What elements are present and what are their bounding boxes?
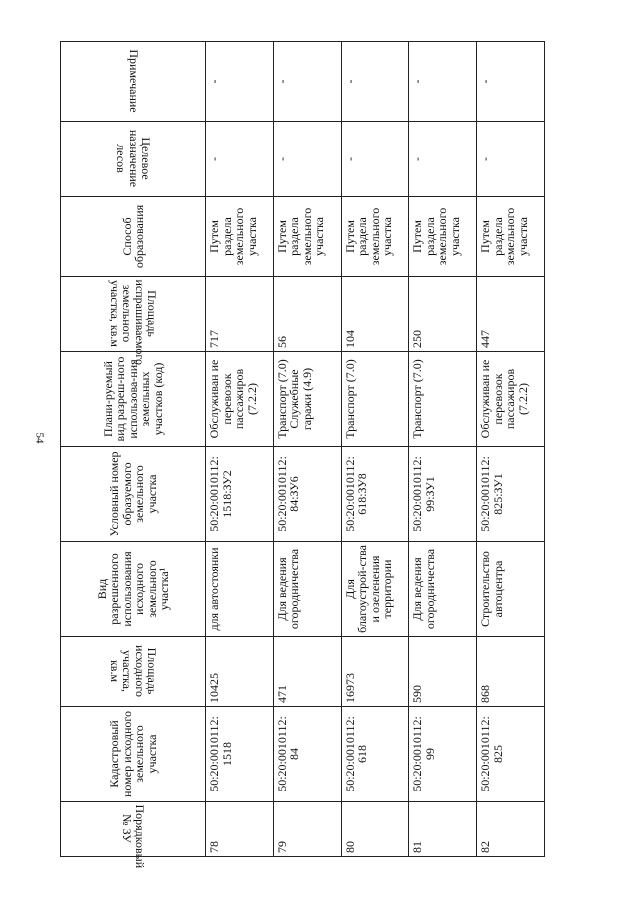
cell-cadastral: 50:20:0010112: 99 (409, 707, 477, 802)
cell-note: - (273, 42, 341, 122)
cell-method: Путем раздела земельного участка (273, 197, 341, 277)
cell-forest-purpose: - (409, 122, 477, 197)
col-header-note: Примечание (61, 42, 206, 122)
cell-forest-purpose: - (477, 122, 545, 197)
col-header-method: Способ образования (61, 197, 206, 277)
cell-conditional-number: 50:20:0010112: 84:ЗУ6 (273, 447, 341, 542)
cell-num: 80 (341, 802, 409, 857)
cell-cadastral: 50:20:0010112: 825 (477, 707, 545, 802)
cell-permitted-use: Для ведения огородничества (409, 542, 477, 637)
cell-conditional-number: 50:20:0010112: 1518:ЗУ2 (206, 447, 274, 542)
col-header-forest-purpose: Целевое назначение лесов (61, 122, 206, 197)
col-header-source-area: Площадь исходного участка, кв.м (61, 637, 206, 707)
cell-requested-area: 250 (409, 277, 477, 352)
col-header-num: Порядковый № ЗУ (61, 802, 206, 857)
cell-source-area: 590 (409, 637, 477, 707)
cell-source-area: 10425 (206, 637, 274, 707)
cell-method: Путем раздела земельного участка (206, 197, 274, 277)
col-header-cadastral: Кадастровый номер исходного земельного участка (61, 707, 206, 802)
cell-requested-area: 447 (477, 277, 545, 352)
cell-method: Путем раздела земельного участка (477, 197, 545, 277)
cell-method: Путем раздела земельного участка (341, 197, 409, 277)
cell-source-area: 471 (273, 637, 341, 707)
table-row (477, 42, 545, 857)
cell-cadastral: 50:20:0010112: 84 (273, 707, 341, 802)
cell-planned-use: Транспорт (7.0) (409, 352, 477, 447)
cell-permitted-use: Для ведения огородничества (273, 542, 341, 637)
cell-note: - (477, 42, 545, 122)
cell-source-area: 16973 (341, 637, 409, 707)
cell-note: - (206, 42, 274, 122)
cell-planned-use: Обслуживан ие перевозок пассажиров (7.2.2) (477, 352, 545, 447)
cell-num: 79 (273, 802, 341, 857)
cell-requested-area: 104 (341, 277, 409, 352)
cell-conditional-number: 50:20:0010112: 618:ЗУ8 (341, 447, 409, 542)
cell-planned-use: Транспорт (7.0) Служебные гаражи (4.9) (273, 352, 341, 447)
cell-permitted-use: для автостоянки (206, 542, 274, 637)
cell-cadastral: 50:20:0010112: 618 (341, 707, 409, 802)
cell-conditional-number: 50:20:0010112: 99:ЗУ1 (409, 447, 477, 542)
table-row (206, 42, 274, 857)
cell-num: 78 (206, 802, 274, 857)
cell-cadastral: 50:20:0010112: 1518 (206, 707, 274, 802)
header-row (61, 42, 206, 857)
cell-planned-use: Транспорт (7.0) (341, 352, 409, 447)
cell-forest-purpose: - (206, 122, 274, 197)
page-number: 54 (33, 432, 46, 444)
col-header-permitted-use: Вид разрешенного использования исходного земельного участка¹ (61, 542, 206, 637)
cell-permitted-use: Строительство автоцентра (477, 542, 545, 637)
cell-requested-area: 717 (206, 277, 274, 352)
cell-forest-purpose: - (341, 122, 409, 197)
col-header-requested-area: Площадь испрашиваемого земельного участка, кв.м (61, 277, 206, 352)
land-plots-table-container (60, 42, 545, 869)
cell-num: 81 (409, 802, 477, 857)
cell-source-area: 868 (477, 637, 545, 707)
cell-planned-use: Обслуживан ие перевозок пассажиров (7.2.2) (206, 352, 274, 447)
col-header-conditional-number: Условный номер образуемого земельного участка (61, 447, 206, 542)
table-row (273, 42, 341, 857)
cell-note: - (341, 42, 409, 122)
land-plots-table (60, 41, 545, 869)
cell-num: 82 (477, 802, 545, 857)
table-row (409, 42, 477, 857)
cell-requested-area: 56 (273, 277, 341, 352)
cell-forest-purpose: - (273, 122, 341, 197)
cell-conditional-number: 50:20:0010112: 825:ЗУ1 (477, 447, 545, 542)
cell-note: - (409, 42, 477, 122)
cell-method: Путем раздела земельного участка (409, 197, 477, 277)
table-row (341, 42, 409, 857)
col-header-planned-use: Плани-руемый вид разреш-ного использова-ния земельных участков (код) (61, 352, 206, 447)
cell-permitted-use: Для благоустрой-ства и озеленения территории (341, 542, 409, 637)
